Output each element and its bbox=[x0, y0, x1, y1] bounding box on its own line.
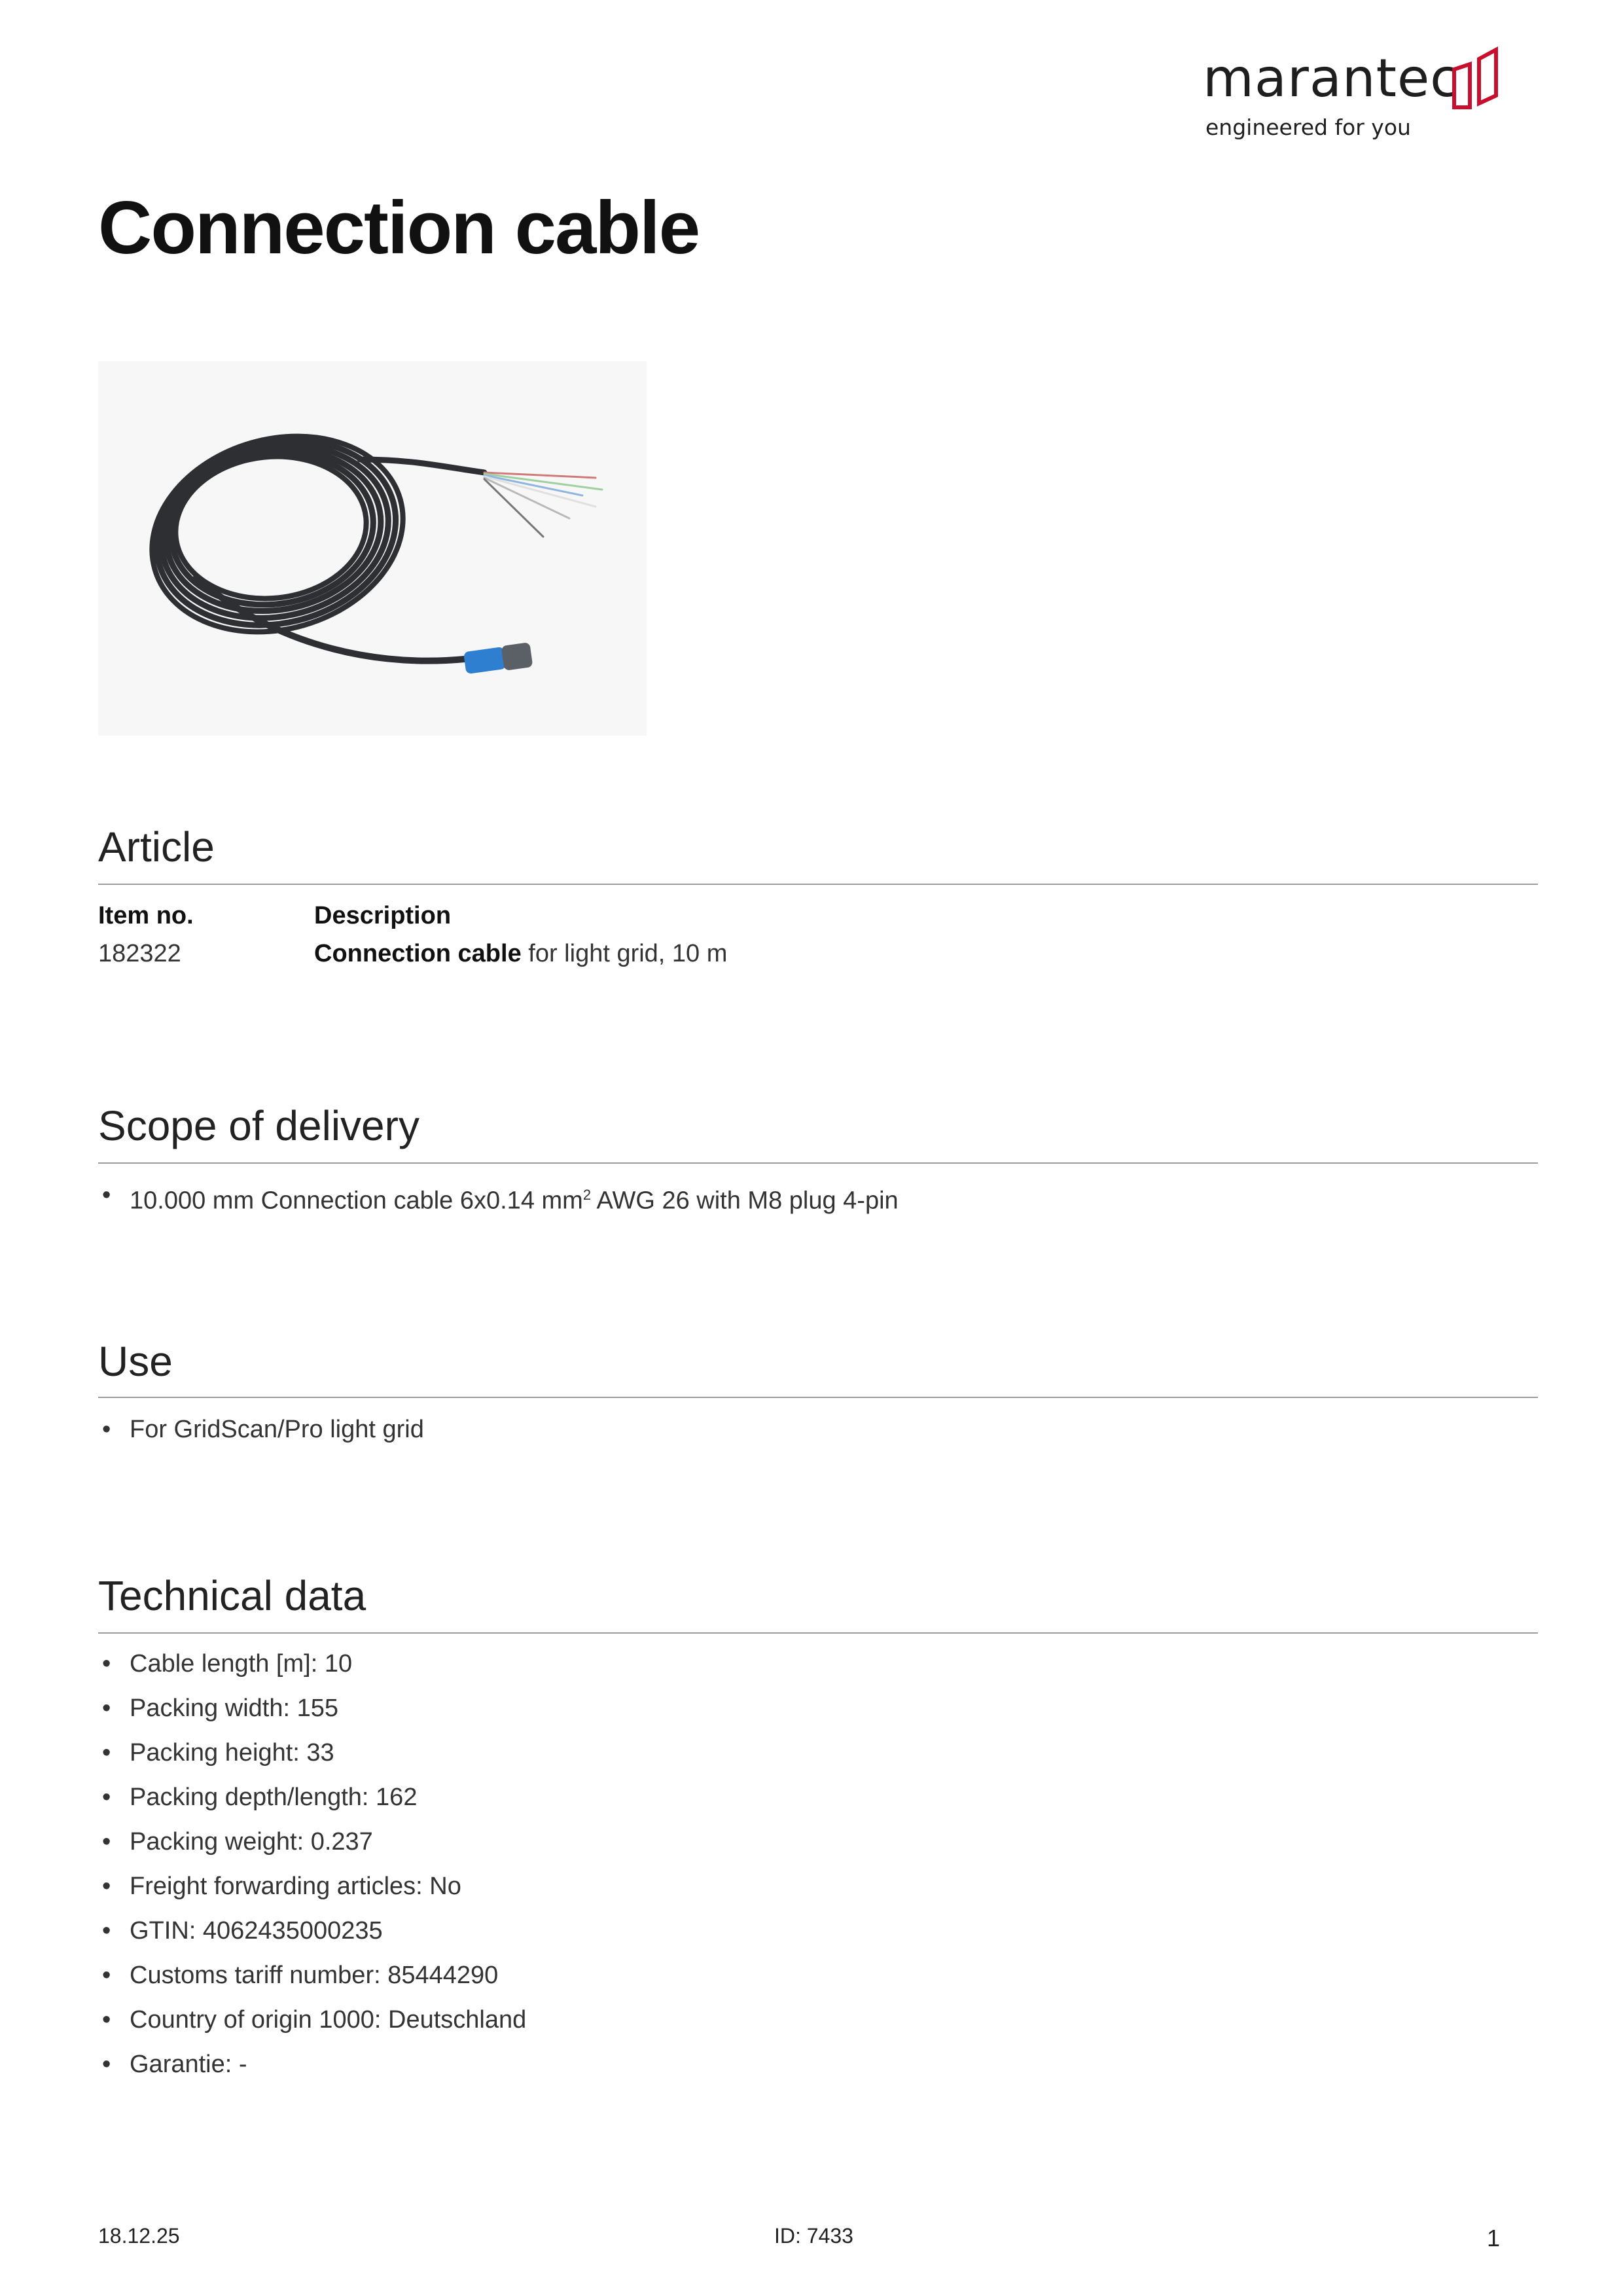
scope-item bbox=[98, 1173, 899, 1217]
footer-date: 18.12.25 bbox=[98, 2224, 180, 2248]
article-divider bbox=[98, 884, 1538, 885]
description-bold: Connection cable bbox=[314, 940, 522, 967]
scope-item-text-post: AWG 26 with M8 plug 4-pin bbox=[591, 1187, 899, 1215]
list-item: • Freight forwarding articles: No bbox=[98, 1864, 526, 1909]
scope-item-text: 10.000 mm Connection cable 6x0.14 mm bbox=[130, 1187, 583, 1215]
item-no-header: Item no. bbox=[98, 902, 194, 929]
brand-tagline: engineered for you bbox=[1205, 115, 1411, 140]
description-rest: for light grid, 10 m bbox=[521, 940, 728, 967]
brand-name: marantec bbox=[1203, 48, 1460, 109]
connection-cable-photo-icon bbox=[98, 361, 647, 736]
footer-id: ID: 7433 bbox=[774, 2224, 853, 2248]
list-item: • For GridScan/Pro light grid bbox=[98, 1407, 424, 1452]
scope-item-sup: 2 bbox=[582, 1187, 592, 1203]
description-header: Description bbox=[314, 902, 452, 929]
technical-divider bbox=[98, 1632, 1538, 1634]
brand-logo bbox=[1203, 45, 1504, 149]
article-heading: Article bbox=[98, 823, 215, 870]
brand-mark-icon bbox=[1450, 45, 1503, 110]
technical-list bbox=[98, 1641, 526, 2087]
list-item: • Packing height: 33 bbox=[98, 1731, 526, 1775]
list-item: • GTIN: 4062435000235 bbox=[98, 1909, 526, 1953]
item-no-value: 182322 bbox=[98, 940, 181, 967]
use-divider bbox=[98, 1397, 1538, 1398]
list-item: • Customs tariff number: 85444290 bbox=[98, 1953, 526, 1998]
list-item: • Packing depth/length: 162 bbox=[98, 1775, 526, 1820]
scope-heading: Scope of delivery bbox=[98, 1102, 419, 1149]
technical-heading: Technical data bbox=[98, 1572, 366, 1619]
list-item: • Country of origin 1000: Deutschland bbox=[98, 1998, 526, 2042]
scope-list bbox=[98, 1173, 899, 1217]
list-item: • Packing weight: 0.237 bbox=[98, 1820, 526, 1864]
list-item: • Packing width: 155 bbox=[98, 1686, 526, 1731]
use-heading: Use bbox=[98, 1338, 173, 1385]
scope-divider bbox=[98, 1162, 1538, 1164]
list-item: • Garantie: - bbox=[98, 2042, 526, 2087]
product-image bbox=[98, 361, 647, 736]
list-item: • Cable length [m]: 10 bbox=[98, 1641, 526, 1686]
page-title: Connection cable bbox=[98, 187, 700, 270]
description-value bbox=[314, 941, 727, 966]
page-number: 1 bbox=[1487, 2225, 1501, 2251]
use-list bbox=[98, 1407, 424, 1452]
